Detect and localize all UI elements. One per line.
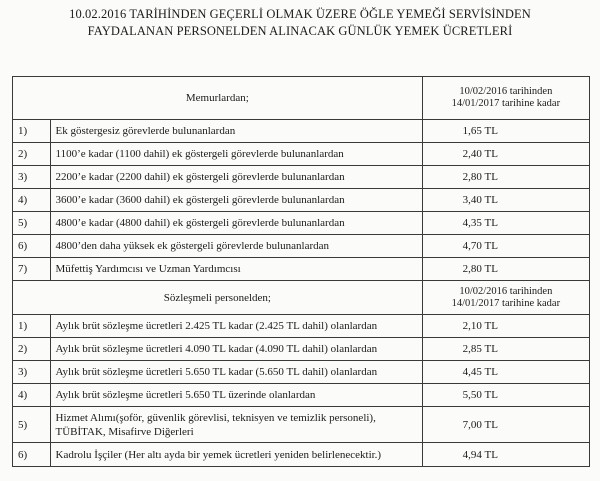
row-price: 7,00 TL <box>422 407 589 443</box>
row-description: 1100’e kadar (1100 dahil) ek göstergeli görevlerde bulunanlardan <box>50 143 422 166</box>
row-description: Aylık brüt sözleşme ücretleri 2.425 TL kadar (2.425 TL dahil) olanlardan <box>50 315 422 338</box>
row-description-line-1: Hizmet Alımı(şoför, güvenlik görevlisi, teknisyen ve temizlik personeli), <box>55 411 376 424</box>
row-description: 4800’e kadar (4800 dahil) ek göstergeli görevlerde bulunanlardan <box>50 212 422 235</box>
section-header-row <box>13 77 590 120</box>
row-number: 6) <box>13 443 51 467</box>
title-line-2: FAYDALANAN PERSONELDEN ALINACAK GÜNLÜK YEMEK ÜCRETLERİ <box>87 24 513 38</box>
row-number: 5) <box>13 212 51 235</box>
row-description: Aylık brüt sözleşme ücretleri 5.650 TL kadar (5.650 TL dahil) olanlardan <box>50 361 422 384</box>
row-description: 4800’den daha yüksek ek göstergeli görevlerde bulunanlardan <box>50 235 422 258</box>
row-price: 4,70 TL <box>422 235 589 258</box>
table-row <box>13 258 590 281</box>
row-description: 3600’e kadar (3600 dahil) ek göstergeli görevlerde bulunanlardan <box>50 189 422 212</box>
table-row <box>13 212 590 235</box>
table-row <box>13 384 590 407</box>
row-description: Müfettiş Yardımcısı ve Uzman Yardımcısı <box>50 258 422 281</box>
row-number: 3) <box>13 166 51 189</box>
table-row <box>13 338 590 361</box>
row-number: 1) <box>13 120 51 143</box>
table-row <box>13 443 590 467</box>
row-description: Aylık brüt sözleşme ücretleri 4.090 TL kadar (4.090 TL dahil) olanlardan <box>50 338 422 361</box>
row-description: 2200’e kadar (2200 dahil) ek göstergeli görevlerde bulunanlardan <box>50 166 422 189</box>
date-range-header <box>422 77 589 120</box>
row-description: Ek göstergesiz görevlerde bulunanlardan <box>50 120 422 143</box>
row-price: 5,50 TL <box>422 384 589 407</box>
date-from: 10/02/2016 tarihinden <box>459 86 553 97</box>
row-description: Kadrolu İşçiler (Her altı ayda bir yemek ücretleri yeniden belirlenecektir.) <box>50 443 422 467</box>
row-number: 2) <box>13 143 51 166</box>
row-number: 7) <box>13 258 51 281</box>
row-price: 1,65 TL <box>422 120 589 143</box>
table-row <box>13 120 590 143</box>
row-price: 2,80 TL <box>422 258 589 281</box>
row-number: 2) <box>13 338 51 361</box>
table-row <box>13 235 590 258</box>
row-number: 4) <box>13 189 51 212</box>
table-row <box>13 189 590 212</box>
row-description: Aylık brüt sözleşme ücretleri 5.650 TL üzerinde olanlardan <box>50 384 422 407</box>
section-header-row <box>13 281 590 315</box>
table-row <box>13 315 590 338</box>
row-price: 2,40 TL <box>422 143 589 166</box>
row-number: 6) <box>13 235 51 258</box>
table-row <box>13 166 590 189</box>
date-to: 14/01/2017 tarihine kadar <box>451 98 561 109</box>
date-to: 14/01/2017 tarihine kadar <box>451 297 561 309</box>
row-description <box>50 407 422 443</box>
table-row <box>13 143 590 166</box>
row-description-line-2: TÜBİTAK, Misafirve Diğerleri <box>55 425 194 438</box>
row-number: 4) <box>13 384 51 407</box>
date-range-header <box>422 281 589 315</box>
row-number: 3) <box>13 361 51 384</box>
row-price: 2,10 TL <box>422 315 589 338</box>
fee-table <box>12 76 590 467</box>
row-number: 1) <box>13 315 51 338</box>
row-price: 4,35 TL <box>422 212 589 235</box>
title-line-1: 10.02.2016 TARİHİNDEN GEÇERLİ OLMAK ÜZERE ÖĞLE YEMEĞİ SERVİSİNDEN <box>69 7 531 21</box>
section-header-memurlar: Memurlardan; <box>13 77 423 120</box>
row-number: 5) <box>13 407 51 443</box>
document-title <box>0 6 600 40</box>
table-row <box>13 407 590 443</box>
row-price: 4,94 TL <box>422 443 589 467</box>
row-price: 4,45 TL <box>422 361 589 384</box>
row-price: 2,85 TL <box>422 338 589 361</box>
row-price: 3,40 TL <box>422 189 589 212</box>
table-row <box>13 361 590 384</box>
date-from: 10/02/2016 tarihinden <box>459 285 553 297</box>
row-price: 2,80 TL <box>422 166 589 189</box>
section-header-sozlesmeli: Sözleşmeli personelden; <box>13 281 423 315</box>
